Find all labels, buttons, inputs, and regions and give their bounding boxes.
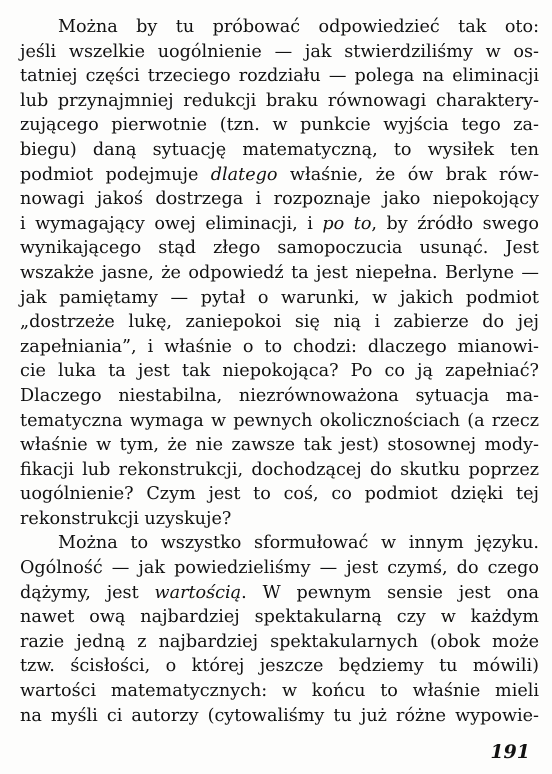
text-line: tzw. ścisłości, o której jeszcze będziemy tu mówili): [20, 656, 539, 677]
text-line: „dostrzeże lukę, zaniepokoi się nią i zabierze do jej: [20, 312, 539, 333]
body-text: [20, 15, 539, 728]
text-line: zapełniania”, i właśnie o to chodzi: dlaczego mianowi-: [20, 336, 539, 357]
text-line: cie luka ta jest tak niepokojąca? Po co ją zapełniać?: [20, 361, 539, 382]
text-line: rekonstrukcji uzyskuje?: [20, 508, 232, 529]
text-line: właśnie w tym, że nie zawsze tak jest) stosownej mody-: [20, 435, 539, 456]
text-line: podmiot podejmuje dlatego właśnie, że ów brak rów-: [20, 164, 540, 185]
text-line: na myśli ci autorzy (cytowaliśmy tu już różne wypowie-: [20, 705, 539, 726]
text-line: Można by tu próbować odpowiedzieć tak oto:: [58, 17, 539, 37]
text-line: uogólnienie? Czym jest to coś, co podmiot dzięki tej: [20, 484, 539, 505]
text-line: Ogólność — jak powiedzieliśmy — jest czymś, do czego: [20, 558, 539, 579]
text-line: wynikającego stąd złego samopoczucia usunąć. Jest: [20, 238, 539, 259]
text-line: Można to wszystko sformułować w innym języku.: [58, 533, 539, 554]
text-line: Dlaczego niestabilna, niezrównoważona sytuacja ma-: [20, 385, 539, 406]
text-line: tatniej części trzeciego rozdziału — polega na eliminacji: [20, 66, 539, 87]
text-line: nowagi jakoś dostrzega i rozpoznaje jako niepokojący: [20, 189, 539, 210]
text-line: nawet ową najbardziej spektakularną czy w każdym: [20, 607, 539, 628]
text-line: jak pamiętamy — pytał o warunki, w jakich podmiot: [20, 287, 539, 308]
text-line: lub przynajmniej redukcji braku równowagi charaktery-: [20, 90, 539, 111]
text-line: jeśli wszelkie uogólnienie — jak stwierdziliśmy w os-: [20, 41, 539, 62]
text-line: tematyczna wymaga w pewnych okolicznościach (a rzecz: [20, 410, 539, 431]
text-line: razie jedną z najbardziej spektakularnych (obok może: [20, 631, 539, 652]
text-line: fikacji lub rekonstrukcji, dochodzącej do skutku poprzez: [20, 459, 539, 480]
text-line: biegu) daną sytuację matematyczną, to wysiłek ten: [20, 139, 539, 160]
text-line: zującego pierwotnie (tzn. w punkcie wyjścia tego za-: [20, 115, 539, 136]
text-line: i wymagający owej eliminacji, i po to, by źródło swego: [20, 213, 539, 234]
text-line: wszakże jasne, że odpowiedź ta jest niepełna. Berlyne —: [20, 262, 539, 283]
text-line: wartości matematycznych: w końcu to właśnie mieli: [20, 681, 539, 702]
page-number: 191: [490, 741, 530, 763]
text-line: dążymy, jest wartością. W pewnym sensie jest ona: [20, 582, 539, 603]
